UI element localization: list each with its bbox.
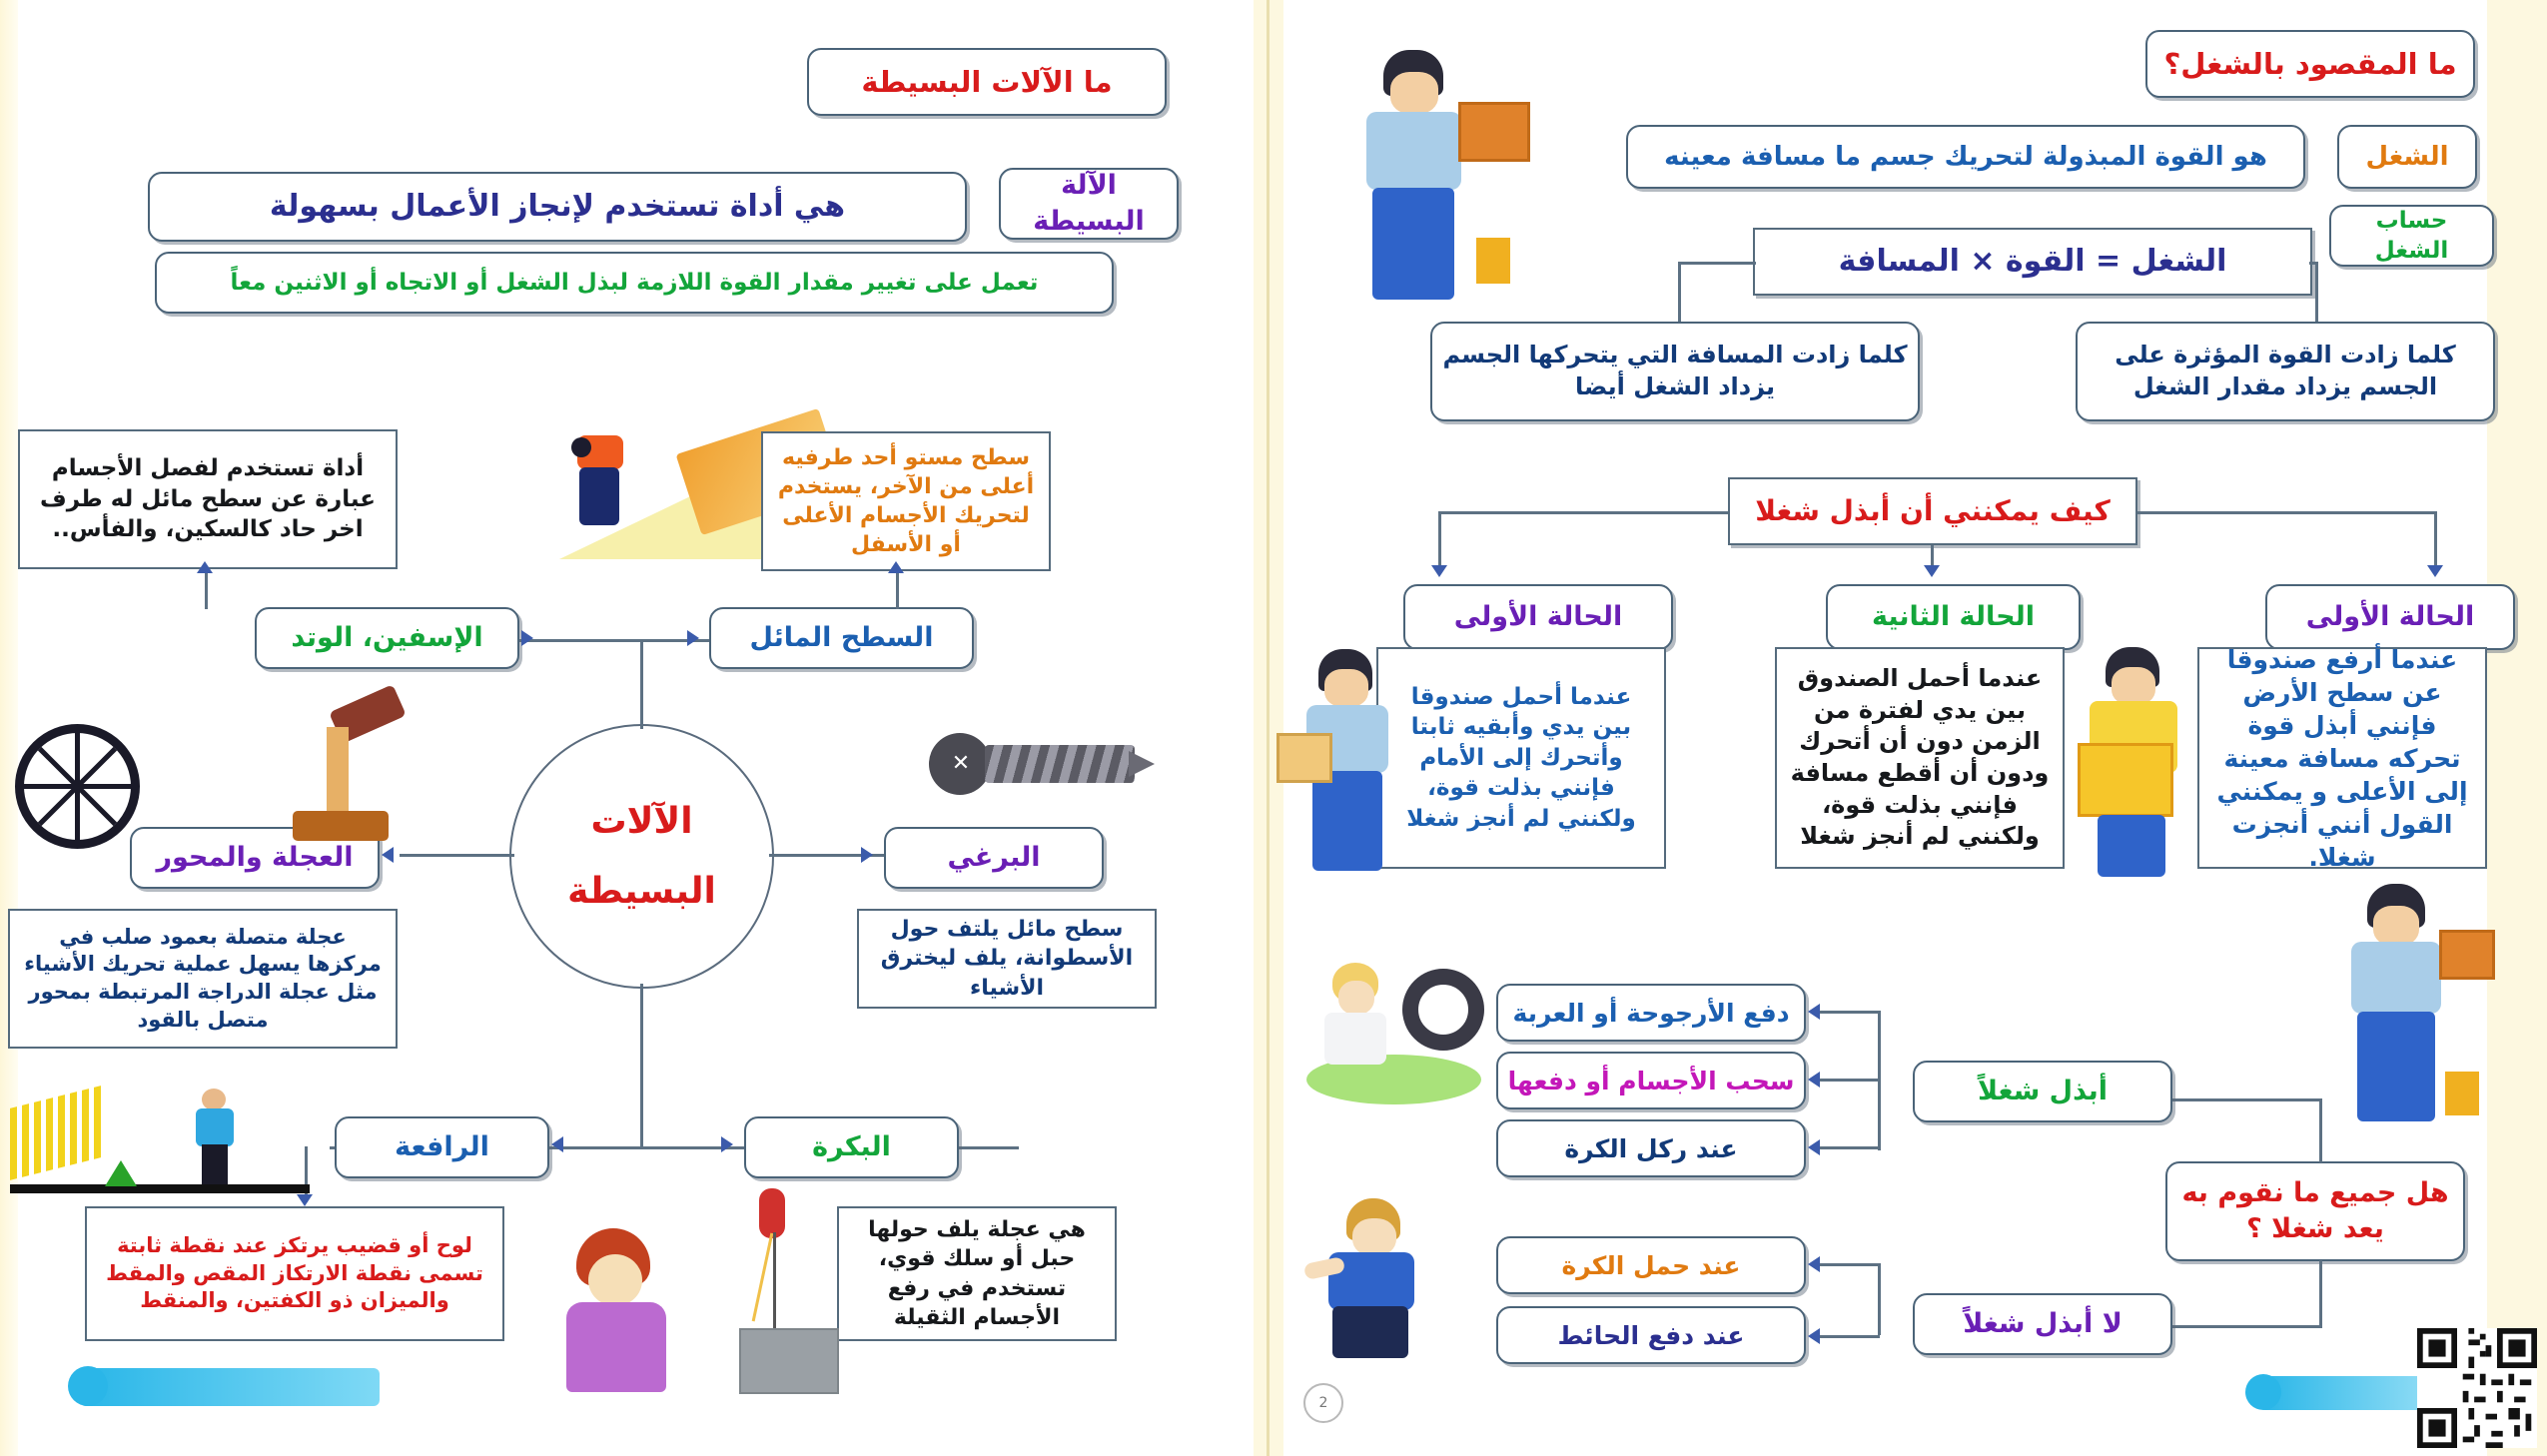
machine-desc-wheel-axle: عجلة متصلة بعمود صلب في مركزها يسهل عملية تحريك الأشياء مثل عجلة الدراجة المرتبطة بمحور متصل بالقود [8, 909, 398, 1049]
wagon-wheel-illustration [15, 724, 140, 849]
page-edge-band-right [2487, 0, 2547, 1456]
arrow-pulley-label [721, 1136, 733, 1152]
arrow-does-work-3 [1808, 1139, 1820, 1155]
does-work-label: أبذل شغلاً [1913, 1061, 2172, 1122]
page-number: 2 [1303, 1383, 1343, 1423]
connector-center-up [640, 639, 643, 729]
boy-holding-box-illustration [2068, 647, 2197, 879]
telegram-icon-left [68, 1366, 108, 1406]
arrow-case-2 [1924, 565, 1940, 577]
work-formula: الشغل = القوة × المسافة [1753, 228, 2312, 296]
arrow-screw [861, 847, 873, 863]
arrow-case-1 [1431, 565, 1447, 577]
girl-pulling-illustration [554, 1228, 684, 1408]
simple-machine-function: تعمل على تغيير مقدار القوة اللازمة لبذل الشغل أو الاتجاه أو الاثنين معاً [155, 252, 1114, 314]
connector-does-work-3 [1820, 1146, 1880, 1149]
person-carrying-box-illustration [1338, 50, 1538, 325]
center-node-simple-machines: الآلات البسيطة [509, 724, 774, 989]
all-work-question: هل جميع ما نقوم به يعد شغلا ؟ [2165, 1161, 2465, 1261]
no-work-label: لا أبذل شغلاً [1913, 1293, 2172, 1355]
how-to-do-work-question: كيف يمكنني أن أبذل شغلا [1728, 477, 2137, 545]
simple-machine-definition: هي أداة تستخدم لإنجاز الأعمال بسهولة [148, 172, 967, 242]
connector-no-work-1 [1820, 1263, 1880, 1266]
arrow-does-work-1 [1808, 1004, 1820, 1020]
arrow-wedge-desc [197, 561, 213, 573]
arrow-no-work-2 [1808, 1328, 1820, 1344]
arrow-no-work-1 [1808, 1256, 1820, 1272]
work-calculation-label: حساب الشغل [2329, 205, 2494, 267]
work-label: الشغل [2337, 125, 2477, 189]
connector-center-left [400, 854, 514, 857]
case-label-2: الحالة الثانية [1826, 584, 2081, 650]
connector-does-work-1 [1820, 1011, 1880, 1014]
case-text-2: عندما أحمل الصندوق بين يدي لفترة من الزمن دون أن أتحرك ودون أن أقطع مسافة فإنني بذلت قوة، ولكنني لم أنجز شغلا [1775, 647, 2065, 869]
connector-question-down [2319, 1260, 2322, 1328]
arrow-lever-label [551, 1136, 563, 1152]
arrow-inclined-label [687, 630, 699, 646]
branch-force-increases: كلما زادت القوة المؤثرة على الجسم يزداد مقدار الشغل [2076, 322, 2495, 421]
machine-label-wheel-axle: العجلة والمحور [130, 827, 380, 889]
person-lifting-box-illustration [2327, 884, 2502, 1133]
machine-label-screw: البرغي [884, 827, 1104, 889]
connector-center-down [640, 984, 643, 1148]
connector-no-work-2 [1820, 1335, 1880, 1338]
connector-wedge-desc [205, 571, 208, 609]
page-divider [1267, 0, 1270, 1456]
arrow-wedge-label [521, 630, 533, 646]
right-panel-title: ما المقصود بالشغل؟ [2145, 30, 2475, 98]
no-work-example-1: عند حمل الكرة [1496, 1236, 1806, 1294]
machine-label-inclined-plane: السطح المائل [709, 607, 974, 669]
seesaw-illustration [10, 1089, 310, 1208]
connector-question-up [2319, 1098, 2322, 1162]
machine-desc-inclined-plane: سطح مستو أحد طرفيه أعلى من الآخر، يستخدم لتحريك الأجسام الأعلى أو الأسفل [761, 431, 1051, 571]
machine-desc-pulley: هي عجلة يلف حولها حبل أو سلك قوي، تستخدم في رفع الأجسام الثقيلة [837, 1206, 1117, 1341]
does-work-example-3: عند ركل الكرة [1496, 1119, 1806, 1177]
branch-distance-increases: كلما زادت المسافة التي يتحركها الجسم يزداد الشغل أيضا [1430, 322, 1920, 421]
case-text-3: عندما أرفع صندوقا عن سطح الأرض فإنني أبذل قوة تحركه مسافة معينة إلى الأعلى و يمكنني القول أنني أنجزت شغلا. [2197, 647, 2487, 869]
kid-pushing-illustration [1298, 1198, 1478, 1363]
connector-how-h2 [2137, 511, 2437, 514]
left-panel-title: ما الآلات البسيطة [807, 48, 1167, 116]
connector-center-right [769, 854, 899, 857]
telegram-icon-right [2245, 1374, 2281, 1410]
does-work-example-1: دفع الأرجوحة أو العربة [1496, 984, 1806, 1042]
case-label-3: الحالة الأولى [2265, 584, 2515, 650]
left-footer-logo [80, 1368, 380, 1406]
simple-machine-label: الآلة البسيطة [999, 168, 1179, 240]
connector-inclined-desc [896, 571, 899, 609]
arrow-inclined-desc [888, 561, 904, 573]
case-text-1: عندما أحمل صندوقا بين يدي وأبقيه ثابتا وأتحرك إلى الأمام فإنني بذلت قوة، ولكنني لم أنجز شغلا [1376, 647, 1666, 869]
connector-how-h [1438, 511, 1728, 514]
pushing-person-illustration [571, 435, 629, 531]
machine-label-pulley: البكرة [744, 1116, 959, 1178]
pulley-illustration [699, 1188, 839, 1378]
machine-desc-wedge: أداة تستخدم لفصل الأجسام عبارة عن سطح مائل له طرف اخر حاد كالسكين، والفأس.. [18, 429, 398, 569]
connector-no-work-rail [1878, 1263, 1881, 1335]
connector-does-work-2 [1820, 1079, 1880, 1082]
screw-illustration: ✕ [929, 729, 1159, 799]
machine-label-lever: الرافعة [335, 1116, 549, 1178]
connector-how-left-v [1438, 511, 1441, 571]
case-label-1: الحالة الأولى [1403, 584, 1673, 650]
axe-illustration [275, 689, 415, 869]
machine-desc-lever: لوح أو قضيب يرتكز عند نقطة ثابتة تسمى نقطة الارتكاز المقص والمقط والميزان ذو الكفتين، والمنقط [85, 1206, 504, 1341]
connector-formula-left-h [1678, 262, 1756, 265]
no-work-example-2: عند دفع الحائط [1496, 1306, 1806, 1364]
person-walking-with-box-illustration [1290, 649, 1400, 884]
machine-desc-screw: سطح مائل يلتف حول الأسطوانة، يلف ليخترق الأشياء [857, 909, 1157, 1009]
arrow-does-work-2 [1808, 1072, 1820, 1088]
arrow-case-3 [2427, 565, 2443, 577]
does-work-example-2: سحب الأجسام أو دفعها [1496, 1052, 1806, 1109]
page-edge-left [0, 0, 18, 1456]
qr-code-icon [2417, 1328, 2537, 1448]
machine-label-wedge: الإسفين، الوتد [255, 607, 519, 669]
connector-how-right-v [2434, 511, 2437, 571]
connector-formula-right-h2 [2309, 262, 2317, 265]
kid-with-tire-illustration [1298, 959, 1488, 1108]
work-definition: هو القوة المبذولة لتحريك جسم ما مسافة معينه [1626, 125, 2305, 189]
